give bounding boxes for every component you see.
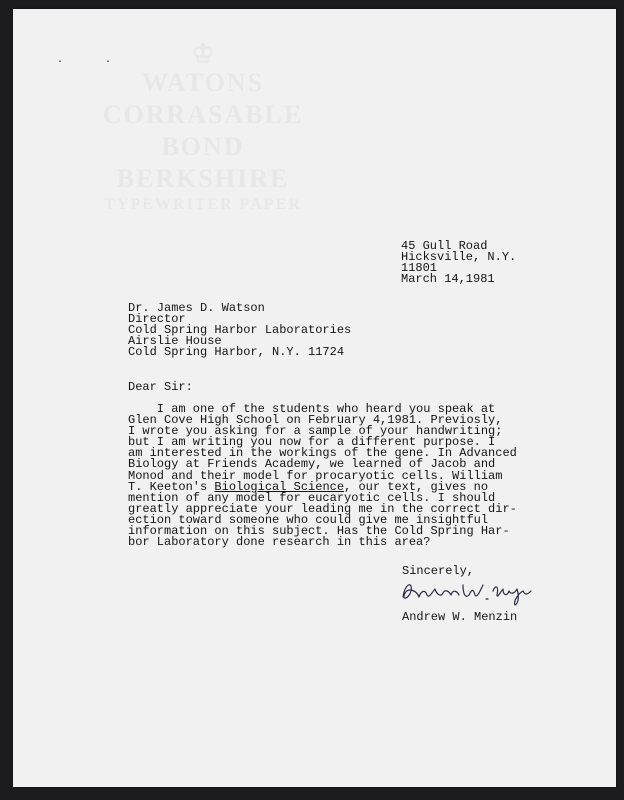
body-line: information on this subject. Has the Cold Spring Har- [128,524,510,539]
address-line: Hicksville, N.Y. [401,250,517,265]
body-line: Glen Cove High School on February 4,1981. Previosly, [128,413,503,428]
paper-specks: · · [57,57,112,68]
paper-watermark [73,41,333,261]
body-text: T. Keeton's [128,479,215,494]
salutation: Dear Sir: [128,380,193,394]
body-line: mention of any model for eucaryotic cells. I should [128,490,496,505]
body-line: ection toward someone who could give me insightful [128,512,489,527]
address-line: 45 Gull Road [401,239,488,253]
recipient-line: Cold Spring Harbor, N.Y. 11724 [128,345,345,360]
letter-body [128,404,517,548]
sender-address [401,241,516,285]
closing: Sincerely, [402,564,475,578]
recipient-line: Airslie House [128,334,222,349]
body-line: Monod and their model for procaryotic cells. William [128,468,503,483]
body-line: I wrote you asking for a sample of your handwriting; [128,424,503,439]
letter-date: March 14,1981 [401,272,495,287]
body-line: bor Laboratory done research in this area? [128,535,431,550]
recipient-address [128,303,351,358]
watermark-line: WATONS [141,68,265,97]
body-line: Biology at Friends Academy, we learned of Jacob and [128,457,496,472]
address-line: 11801 [401,261,438,276]
letter-page [13,9,616,787]
crown-icon: ♔ [191,39,215,68]
watermark-line: BERKSHIRE [116,164,290,193]
body-text: , our text, gives no [344,479,489,494]
body-line: am interested in the workings of the gene. In Advanced [128,446,517,461]
typed-name: Andrew W. Menzin [402,610,518,624]
watermark-line: BOND [161,132,245,161]
body-line: I am one of the students who heard you speak at [128,402,496,416]
body-line: greatly appreciate your leading me in the correct dir- [128,501,517,516]
recipient-line: Director [128,312,186,327]
watermark-line: TYPEWRITER PAPER [104,196,302,213]
handwritten-signature [397,577,537,607]
recipient-line: Cold Spring Harbor Laboratories [128,323,352,338]
watermark-line: CORRASABLE [102,100,304,129]
recipient-line: Dr. James D. Watson [128,301,265,315]
body-line: but I am writing you now for a different purpose. I [128,435,496,450]
book-title: Biological Science [214,479,345,494]
